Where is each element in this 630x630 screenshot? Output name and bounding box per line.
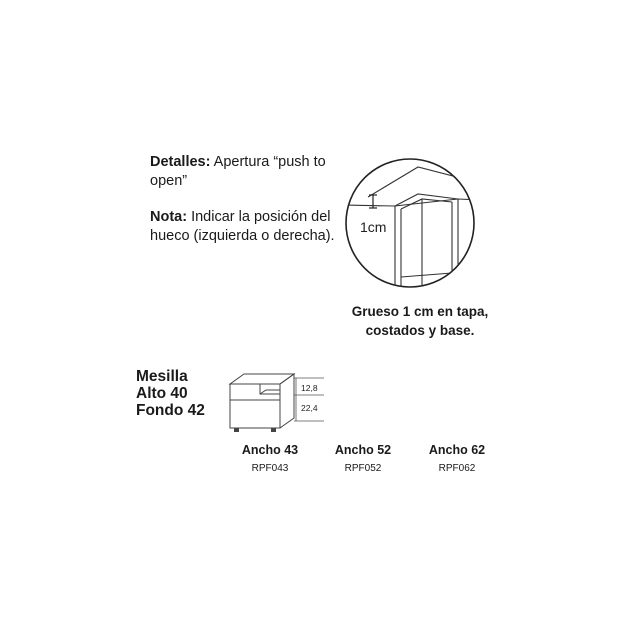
thickness-detail-drawing [340, 155, 480, 295]
product-height: Alto 40 [136, 385, 188, 402]
variant-ancho-62 [412, 443, 502, 474]
dimension-bottom-label: 22,4 [301, 403, 318, 413]
variant-width: Ancho 43 [241, 443, 299, 457]
caption-line-1: Grueso 1 cm en tapa, [351, 304, 489, 319]
variant-code: RPF052 [344, 463, 382, 474]
cabinet-outline [230, 374, 294, 428]
variant-ancho-52 [318, 443, 408, 474]
variant-ancho-43 [225, 443, 315, 474]
product-depth: Fondo 42 [136, 402, 205, 419]
note-text: Indicar la posición del hueco (izquierda o derecha). [150, 209, 335, 244]
dimension-label: 1cm [360, 219, 387, 235]
details-label: Detalles: [150, 154, 211, 170]
details-text: Apertura “push to open” [150, 154, 326, 189]
cabinet-feet [234, 428, 276, 432]
dimension-top-label: 12,8 [301, 383, 318, 393]
nightstand-drawing [226, 366, 336, 434]
variant-width: Ancho 62 [428, 443, 486, 457]
placement-note [150, 208, 340, 246]
thickness-caption [320, 302, 520, 340]
caption-line-2: costados y base. [365, 323, 475, 338]
variant-width: Ancho 52 [334, 443, 392, 457]
note-label: Nota: [150, 209, 188, 225]
variant-code: RPF062 [438, 463, 476, 474]
details-note [150, 153, 340, 191]
variant-code: RPF043 [251, 463, 289, 474]
product-name: Mesilla [136, 368, 188, 385]
product-title-block [136, 368, 205, 419]
